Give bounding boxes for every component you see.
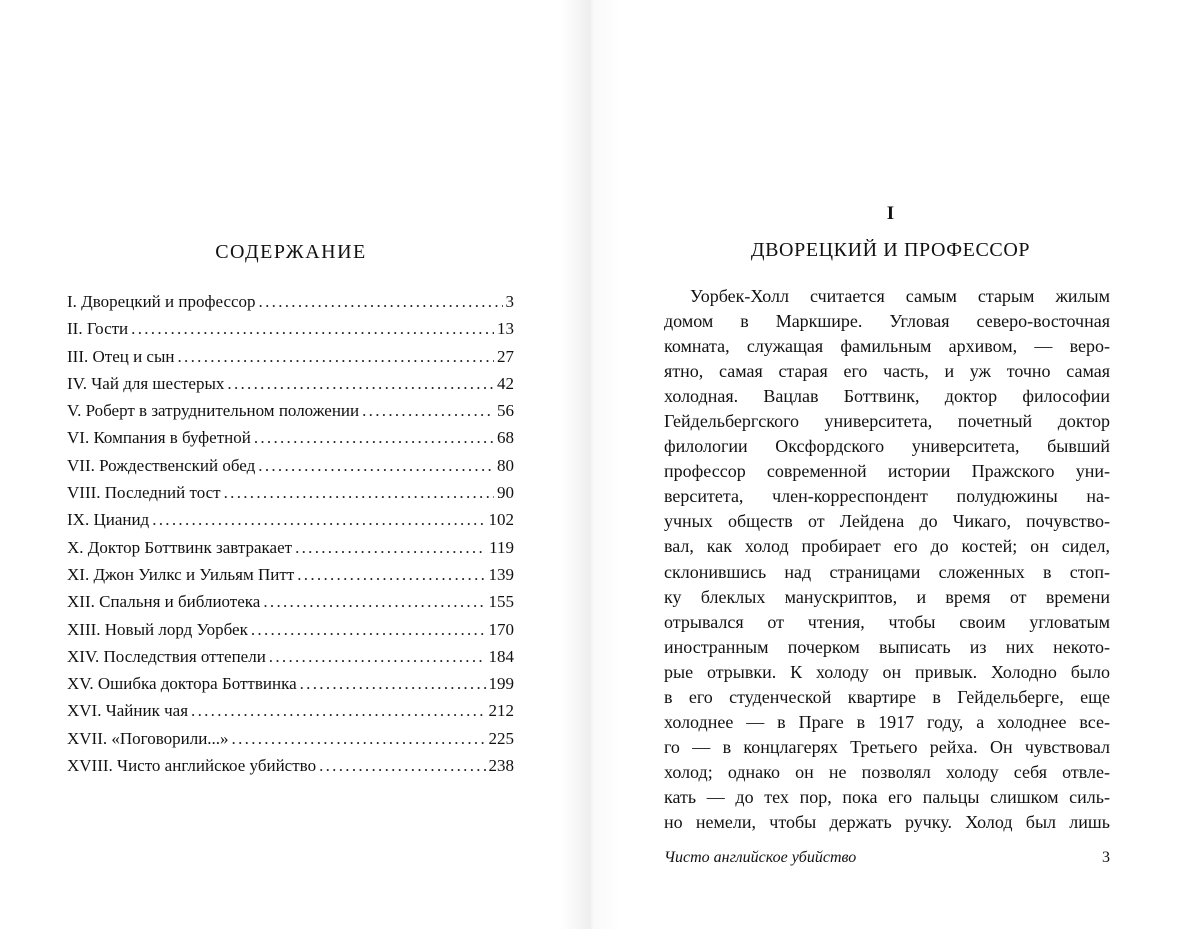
chapter-number: I <box>886 203 895 224</box>
contents-entry <box>67 588 514 615</box>
contents-entry-page: 3 <box>505 292 514 311</box>
contents-entry-page: 102 <box>488 510 514 530</box>
text-line: учных обществ от Лейдена до Чикаго, почувство- <box>664 511 1110 532</box>
text-line: в его студенческой квартире в Гейдельберге, еще <box>664 686 1110 707</box>
contents-entry-label: II. Гости <box>67 319 129 339</box>
dot-leader <box>319 752 485 779</box>
book-gutter <box>560 0 620 929</box>
contents-entry <box>67 534 514 561</box>
contents-entry-label: XVIII. Чисто английское убийство <box>67 756 317 776</box>
contents-entry-label: XV. Ошибка доктора Боттвинка <box>67 674 297 694</box>
contents-entry-page: 68 <box>497 428 514 448</box>
contents-entry-page: 238 <box>488 756 514 776</box>
contents-entry <box>67 479 514 506</box>
contents-entry-label: X. Доктор Боттвинк завтракает <box>67 537 293 557</box>
text-line: Гейдельбергского университета, почетный доктор <box>664 411 1110 432</box>
contents-entry-page: 119 <box>489 537 514 557</box>
text-line: ку блеклых манускриптов, и время от времени <box>664 586 1110 607</box>
text-line: го — в концлагерях Третьего рейха. Он чувствовал <box>664 736 1110 757</box>
dot-leader <box>259 288 503 315</box>
contents-entry-label: VIII. Последний тост <box>67 483 221 503</box>
dot-leader <box>224 479 494 506</box>
contents-entry-label: VII. Рождественский обед <box>67 455 256 475</box>
dot-leader <box>297 561 485 588</box>
contents-entry <box>67 725 514 752</box>
contents-entry-page: 56 <box>497 401 514 421</box>
text-line: ятно, самая старая его часть, и уж точно самая <box>664 361 1110 382</box>
contents-entry-page: 225 <box>488 728 514 748</box>
chapter-title: ДВОРЕЦКИЙ И ПРОФЕССОР <box>750 239 1031 261</box>
contents-title: СОДЕРЖАНИЕ <box>215 241 367 263</box>
contents-entry <box>67 643 514 670</box>
contents-entry-page: 90 <box>497 483 514 503</box>
footer-book-title: Чисто английское убийство <box>664 849 857 866</box>
text-line: верситета, член-корреспондент полудюжины на- <box>664 486 1110 507</box>
text-line: вал, как холод пробирает его до костей; он сидел, <box>664 536 1110 557</box>
contents-entry-label: IV. Чай для шестерых <box>67 373 225 393</box>
contents-entry <box>67 288 514 315</box>
dot-leader <box>269 643 486 670</box>
contents-entry <box>67 424 514 451</box>
contents-entry-page: 199 <box>488 674 514 694</box>
contents-entry-page: 139 <box>488 564 514 584</box>
contents-entry <box>67 670 514 697</box>
text-line: холодная. Вацлав Боттвинк, доктор философии <box>664 386 1110 407</box>
contents-entry-page: 42 <box>497 373 514 393</box>
text-line: Уорбек-Холл считается самым старым жилым <box>690 286 1110 306</box>
contents-entry-page: 13 <box>497 319 514 339</box>
text-line: склонившись над страницами сложенных в стоп- <box>664 561 1110 582</box>
contents-entry-label: III. Отец и сын <box>67 346 175 366</box>
dot-leader <box>227 370 494 397</box>
text-line: холоднее — в Праге в 1917 году, а холоднее все- <box>664 711 1110 732</box>
text-line: отрывался от чтения, чтобы своим угловатым <box>664 611 1110 632</box>
dot-leader <box>258 452 494 479</box>
contents-entry-label: XII. Спальня и библиотека <box>67 592 261 612</box>
text-line: кать — до тех пор, пока его пальцы слишком силь- <box>664 786 1110 807</box>
dot-leader <box>295 534 486 561</box>
running-footer <box>664 849 1110 873</box>
contents-list <box>67 288 514 779</box>
contents-entry-label: V. Роберт в затруднительном положении <box>67 401 360 421</box>
contents-entry-label: VI. Компания в буфетной <box>67 428 251 448</box>
dot-leader <box>232 725 486 752</box>
contents-entry-label: XIII. Новый лорд Уорбек <box>67 619 248 639</box>
contents-entry-page: 170 <box>488 619 514 639</box>
contents-entry-page: 80 <box>497 455 514 475</box>
footer-page-number: 3 <box>1102 849 1110 866</box>
dot-leader <box>178 343 495 370</box>
dot-leader <box>254 424 494 451</box>
text-line: комната, служащая фамильным архивом, — веро- <box>664 336 1110 357</box>
contents-entry <box>67 561 514 588</box>
contents-entry-page: 27 <box>497 346 514 366</box>
dot-leader <box>191 697 485 724</box>
contents-entry-label: IX. Цианид <box>67 510 150 530</box>
contents-entry-label: I. Дворецкий и профессор <box>67 292 256 311</box>
dot-leader <box>152 506 485 533</box>
text-line: но немели, чтобы держать ручку. Холод был лишь <box>664 811 1110 832</box>
contents-entry <box>67 397 514 424</box>
text-line: рые отрывки. К холоду он привык. Холодно было <box>664 661 1110 682</box>
contents-entry-label: XI. Джон Уилкс и Уильям Питт <box>67 564 295 584</box>
contents-entry <box>67 315 514 342</box>
contents-entry <box>67 752 514 779</box>
contents-entry-page: 155 <box>488 592 514 612</box>
text-line: филологии Оксфордского университета, бывший <box>664 436 1110 457</box>
contents-entry-page: 212 <box>488 701 514 721</box>
chapter-body-text <box>664 284 1110 835</box>
contents-entry <box>67 343 514 370</box>
contents-entry-label: XIV. Последствия оттепели <box>67 646 266 666</box>
contents-entry <box>67 616 514 643</box>
contents-entry-label: XVII. «Поговорили...» <box>67 728 229 748</box>
contents-entry-label: XVI. Чайник чая <box>67 701 189 721</box>
text-line: профессор современной истории Пражского уни- <box>664 461 1110 482</box>
dot-leader <box>131 315 494 342</box>
text-line: иностранным почерком выписать из них некото- <box>664 636 1110 657</box>
contents-entry <box>67 370 514 397</box>
contents-entry <box>67 452 514 479</box>
contents-entry <box>67 506 514 533</box>
text-line: холод; однако он не позволял холоду себя отвле- <box>664 761 1110 782</box>
text-line: домом в Маркшире. Угловая северо-восточная <box>664 311 1110 332</box>
dot-leader <box>263 588 485 615</box>
dot-leader <box>300 670 486 697</box>
dot-leader <box>362 397 494 424</box>
dot-leader <box>251 616 486 643</box>
contents-entry-page: 184 <box>488 646 514 666</box>
contents-entry <box>67 697 514 724</box>
